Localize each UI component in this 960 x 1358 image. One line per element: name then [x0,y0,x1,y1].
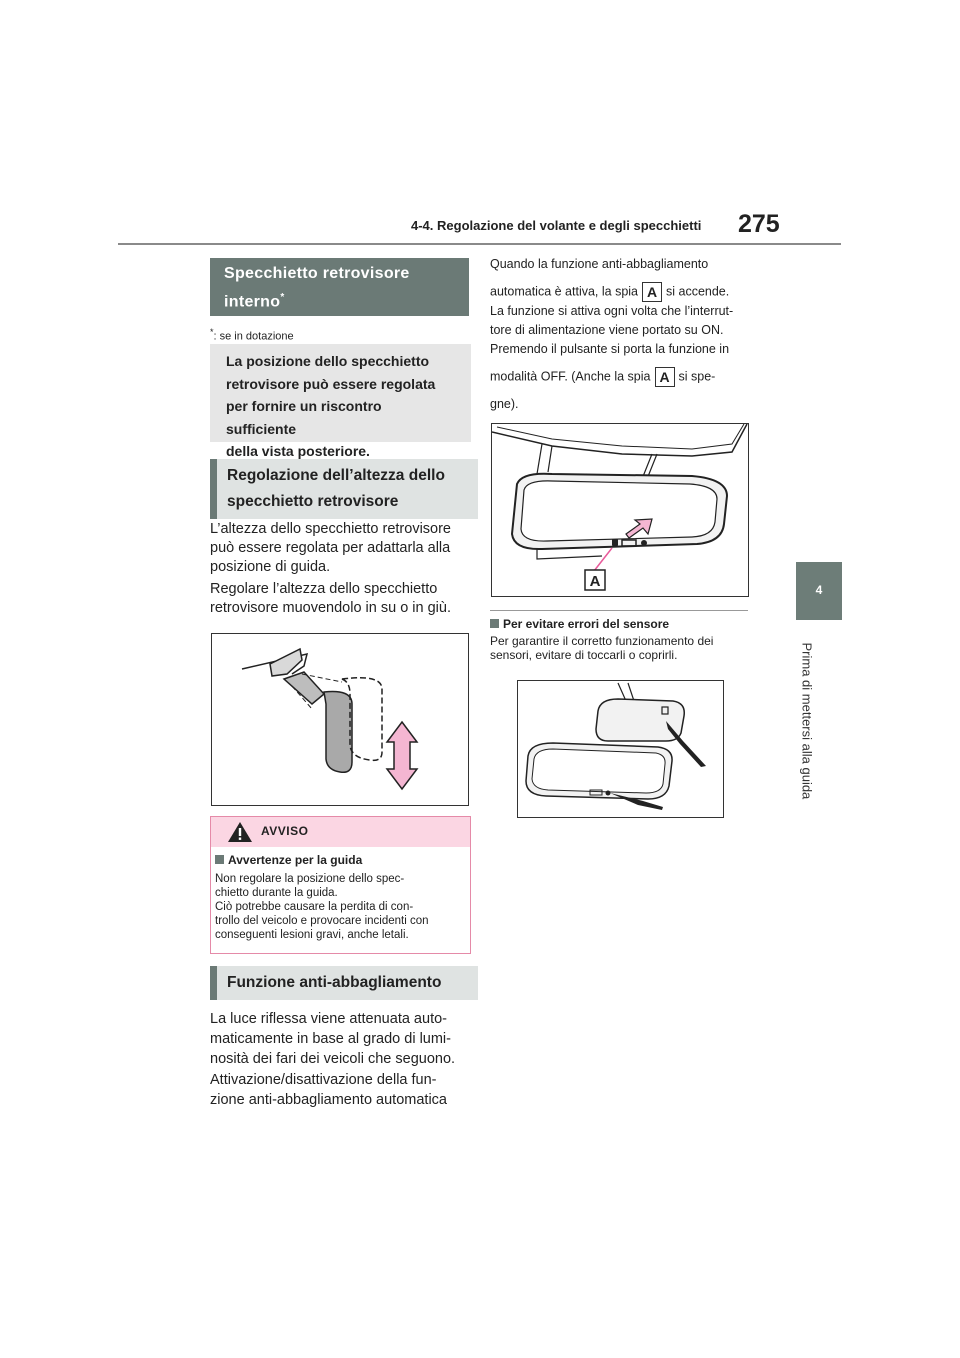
text-line-indicator [490,367,760,387]
warning-header [211,817,470,847]
footnote-text: : se in dotazione [213,330,294,343]
chapter-title: 4-4. Regolazione del volante e degli specchietti [411,218,702,233]
section-heading-text: Specchietto retrovisore interno [224,265,410,311]
text-line: tore di alimentazione viene portato su ON. [490,323,724,337]
text-line: Non regolare la posizione dello spec- [215,873,405,885]
paragraph-activation [210,1070,472,1110]
figure-sensors [517,680,724,818]
heading-line: specchietto retrovisore [227,493,399,510]
up-down-arrow-icon [387,722,417,789]
square-bullet-icon [215,855,224,864]
figure-anti-glare-mirror [491,423,749,597]
warning-subheading-text: Avvertenze per la guida [228,853,363,867]
text-fragment: si accende. [666,284,730,299]
text-line: L’altezza dello specchietto retrovisore [210,521,451,537]
text-line: Quando la funzione anti-abbagliamento [490,257,709,271]
text-line: nosità dei fari dei veicoli che seguono. [210,1051,456,1067]
warning-box [210,816,471,954]
square-bullet-icon [490,619,499,628]
text-fragment: modalità OFF. (Anche la spia [490,369,651,384]
text-line: gne). [490,397,519,411]
text-line: Attivazione/disattivazione della fun- [210,1072,437,1088]
sensor-text [490,634,750,662]
text-fragment: si spe- [678,369,716,384]
chapter-name: Prima di mettersi alla guida [799,642,815,800]
intro-line: per fornire un riscontro sufficiente [226,398,382,437]
text-line-indicator [490,282,760,302]
anti-glare-mirror-illustration [492,424,748,596]
footnote-mark: * [210,327,214,337]
chapter-number: 4 [815,583,823,597]
text-line: posizione di guida. [210,559,331,575]
text-line: La luce riflessa viene attenuata auto- [210,1011,447,1027]
intro-line: retrovisore può essere regolata [226,375,436,392]
indicator-a-icon: A [642,282,662,302]
sensors-illustration [518,681,723,817]
sensor-heading-text: Per evitare errori del sensore [503,617,670,631]
intro-box [210,344,471,459]
heading-line: Regolazione dell’altezza dello [227,467,445,484]
header-divider [118,243,841,245]
section-heading-inner-mirror [210,258,469,316]
warning-subheading [215,851,466,869]
paragraph-adjust [210,580,470,618]
text-line: sensori, evitare di toccarli o coprirli. [490,648,678,662]
warning-text [215,872,466,942]
intro-line: La posizione dello specchietto [226,353,430,369]
text-line: trollo del veicolo e provocare incidenti con [215,915,429,927]
divider [490,610,748,611]
sensor-heading [490,615,669,633]
warning-label: AVVISO [261,824,309,838]
section-heading-height-adjust [210,459,478,519]
warning-triangle-icon [227,821,253,843]
intro-line: della vista posteriore. [226,443,370,459]
text-line: Premendo il pulsante si porta la funzione in [490,342,730,356]
text-line: retrovisore muovendolo in su o in giù. [210,600,451,616]
mirror-height-illustration [212,634,468,805]
page-number: 275 [738,210,780,238]
footnote [210,323,294,346]
indicator-a-icon: A [655,367,675,387]
text-line: Per garantire il corretto funzionamento dei [490,634,714,648]
text-line: maticamente in base al grado di lumi- [210,1031,451,1047]
heading-line: Funzione anti-abbagliamento [227,974,442,991]
chapter-name-vertical [795,640,815,810]
paragraph-height [210,520,470,577]
figure-mirror-height [211,633,469,806]
text-line: Regolare l’altezza dello specchietto [210,581,438,597]
text-line: conseguenti lesioni gravi, anche letali. [215,929,409,941]
section-heading-anti-glare [210,966,478,1000]
text-line: La funzione si attiva ogni volta che l’interrut- [490,304,734,318]
anti-glare-description [490,255,760,414]
text-line: Ciò potrebbe causare la perdita di con- [215,901,414,913]
text-line: chietto durante la guida. [215,887,338,899]
text-line: può essere regolata per adattarla alla [210,540,451,556]
figure-label-a: A [589,573,601,590]
text-fragment: automatica è attiva, la spia [490,284,638,299]
paragraph-anti-glare [210,1009,472,1069]
text-line: zione anti-abbagliamento automatica [210,1092,447,1108]
asterisk: * [280,292,285,303]
